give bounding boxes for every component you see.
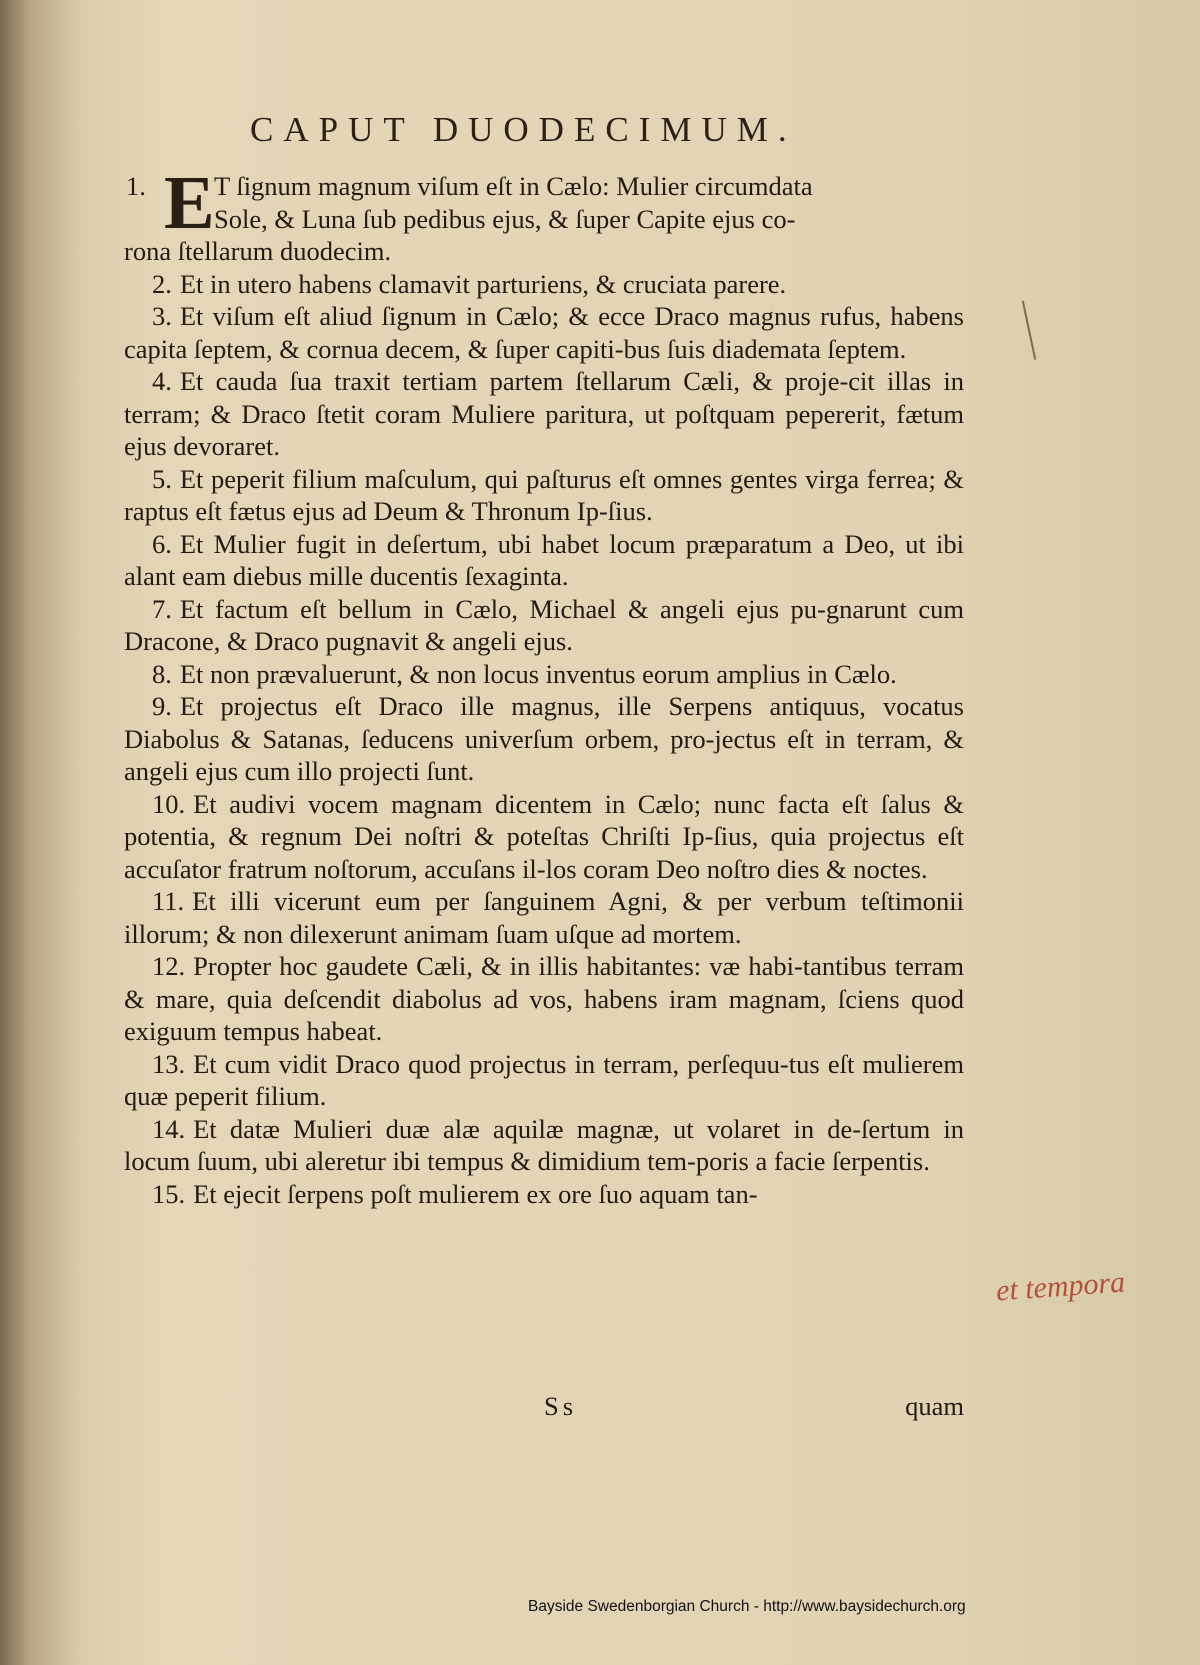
verse-11 — [124, 885, 964, 950]
verse-13 — [124, 1048, 964, 1113]
verse-body: Et viſum eſt aliud ſignum in Cælo; & ecce Draco magnus rufus, habens capita ſeptem, & cornua decem, & ſuper capiti-bus ſuis diademata ſeptem. — [124, 301, 964, 364]
verse-9 — [124, 690, 964, 788]
signature-mark: Ss — [544, 1391, 578, 1421]
chapter-heading: CAPUT DUODECIMUM. — [250, 110, 797, 149]
verse-number: 3. — [152, 301, 172, 331]
verse-8 — [124, 658, 964, 691]
verse-body: Et cauda ſua traxit tertiam partem ſtellarum Cæli, & proje-cit illas in terram; & Draco ſtetit coram Muliere paritura, ut poſtquam pepererit, fætum ejus devoraret. — [124, 366, 964, 461]
handwritten-margin-note: et tempora — [994, 1265, 1127, 1308]
verse-number: 15. — [152, 1178, 186, 1209]
verse-2 — [124, 268, 964, 301]
verse-body: Et ejecit ſerpens poſt mulierem ex ore ſuo aquam tan- — [193, 1178, 758, 1209]
verse-body: Et Mulier fugit in deſertum, ubi habet locum præparatum a Deo, ut ibi alant eam diebus mille ducentis ſexaginta. — [124, 528, 964, 591]
verse-number: 13. — [152, 1048, 186, 1079]
margin-pencil-mark — [1022, 300, 1039, 360]
verse-number: 5. — [152, 463, 172, 494]
catchword: quam — [905, 1391, 964, 1421]
verse-1-continuation: rona ſtellarum duodecim. — [124, 236, 392, 266]
verse-10 — [124, 788, 964, 886]
verse-body: Et factum eſt bellum in Cælo, Michael & angeli ejus pu-gnarunt cum Dracone, & Draco pugnavit & angeli ejus. — [124, 593, 964, 656]
verse-body: Et illi vicerunt eum per ſanguinem Agni, & per verbum teſtimonii illorum; & non dilexerunt animam ſuam uſque ad mortem. — [124, 886, 964, 949]
verse-number: 14. — [152, 1113, 186, 1144]
verse-number: 4. — [152, 366, 172, 396]
verse-body: Et non prævaluerunt, & non locus inventus eorum amplius in Cælo. — [179, 658, 897, 689]
verse-1-number: 1. — [126, 171, 146, 201]
verse-body: Et in utero habens clamavit parturiens, & cruciata parere. — [179, 268, 787, 299]
verse-body: Et datæ Mulieri duæ alæ aquilæ magnæ, ut volaret in de-ſertum in locum ſuum, ubi aleretur ibi tempus & dimidium tem-poris a facie ſerpentis. — [124, 1113, 964, 1176]
verse-4 — [124, 365, 964, 463]
verse-number: 9. — [152, 691, 172, 721]
verse-body: Et cum vidit Draco quod projectus in terram, perſequu-tus eſt mulierem quæ peperit filium. — [124, 1048, 964, 1111]
verse-7 — [124, 593, 964, 658]
verse-body: Et projectus eſt Draco ille magnus, ille Serpens antiquus, vocatus Diabolus & Satanas, ſeducens univerſum orbem, pro-jectus eſt in terram, & angeli ejus cum illo projecti ſunt. — [124, 691, 964, 786]
verse-text — [124, 161, 964, 1210]
verse-14 — [124, 1113, 964, 1178]
verse-number: 2. — [152, 268, 172, 299]
drop-cap: E — [164, 161, 215, 245]
verse-number: 8. — [152, 658, 172, 689]
verse-number: 7. — [152, 593, 172, 624]
verse-body: Et peperit filium maſculum, qui paſturus eſt omnes gentes virga ferrea; & raptus eſt fætus ejus ad Deum & Thronum Ip-ſius. — [124, 463, 964, 526]
page-footer-line — [124, 1391, 964, 1423]
verse-body: Et audivi vocem magnam dicentem in Cælo; nunc facta eſt ſalus & potentia, & regnum Dei noſtri & poteſtas Chriſti Ip-ſius, quia projectus eſt accuſator fratrum noſtorum, accuſans il-los coram Deo noſtro dies & noctes. — [124, 788, 964, 884]
verse-number: 12. — [152, 951, 186, 981]
verse-5 — [124, 463, 964, 528]
verse-number: 11. — [152, 886, 185, 916]
verse-1 — [124, 161, 964, 245]
website-watermark: Bayside Swedenborgian Church - http://www.baysidechurch.org — [528, 1598, 966, 1615]
verse-1-line-2: Sole, & Luna ſub pedibus ejus, & ſuper Capite ejus co- — [214, 203, 796, 234]
verse-3 — [124, 300, 964, 365]
verse-number: 10. — [152, 788, 186, 819]
verse-12 — [124, 950, 964, 1048]
verse-1-line-1: T ſignum magnum viſum eſt in Cælo: Mulier circumdata — [214, 171, 813, 201]
verse-15 — [124, 1178, 964, 1211]
verse-number: 6. — [152, 528, 172, 559]
verse-6 — [124, 528, 964, 593]
verse-body: Propter hoc gaudete Cæli, & in illis habitantes: væ habi-tantibus terram & mare, quia deſcendit diabolus ad vos, habens iram magnam, ſciens quod exiguum tempus habeat. — [124, 951, 964, 1046]
